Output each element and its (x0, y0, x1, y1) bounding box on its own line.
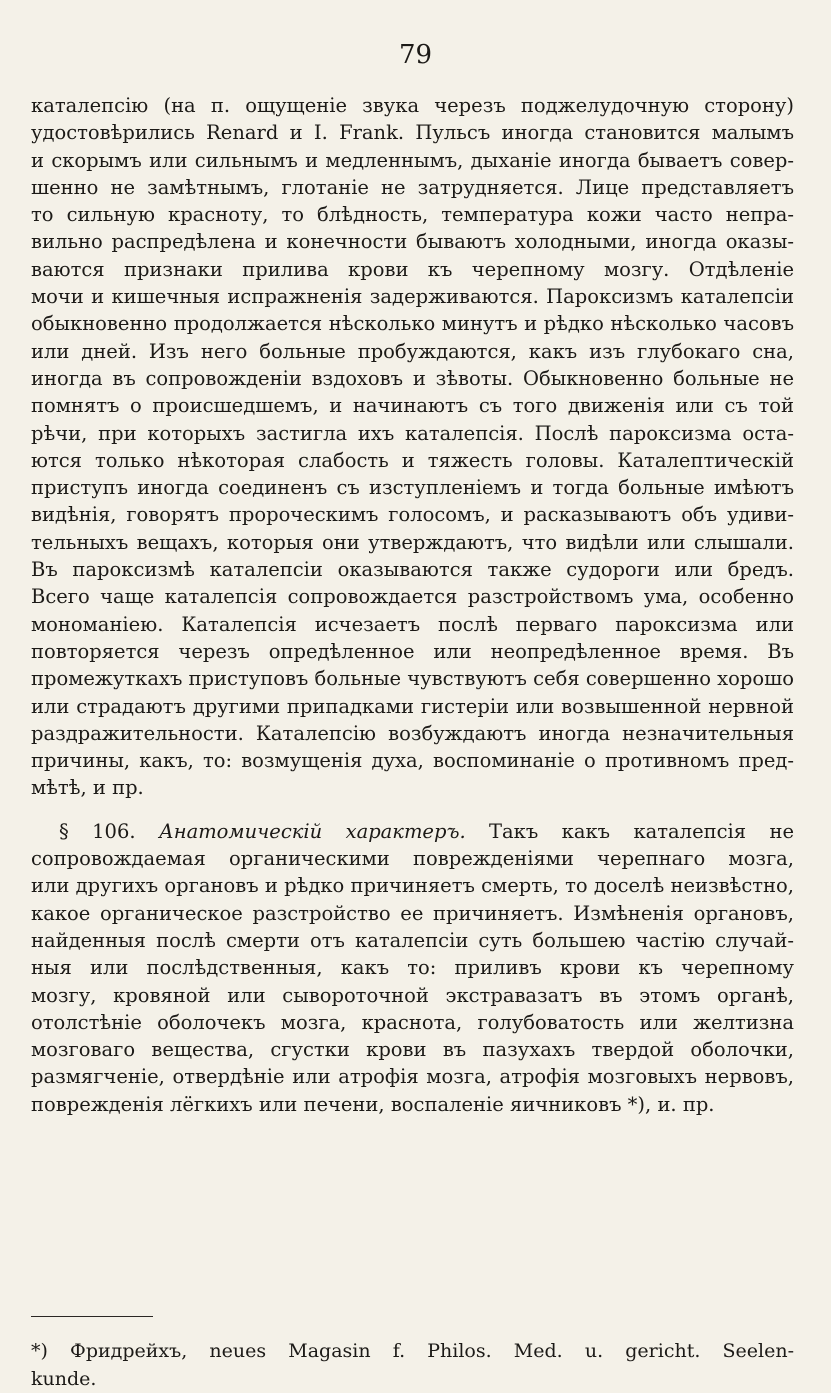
text-line: приступъ иногда соединенъ съ изступленіемъ и тогда больные имѣютъ (31, 476, 794, 500)
footnote-divider (31, 1316, 153, 1317)
text-line: мѣтѣ, и пр. (31, 776, 144, 800)
section-title: Анатомическій характеръ. (158, 819, 466, 843)
text-line: вильно распредѣлена и конечности бываютъ холодными, иногда оказы- (31, 230, 794, 254)
text-line: ныя или послѣдственныя, какъ то: приливъ крови къ черепному (31, 956, 794, 980)
text-line: рѣчи, при которыхъ застигла ихъ каталепсія. Послѣ пароксизма оста- (31, 421, 794, 445)
text-line: отолстѣніе оболочекъ мозга, краснота, голубоватость или желтизна (31, 1010, 794, 1034)
text-line: помнятъ о происшедшемъ, и начинаютъ съ того движенія или съ той (31, 394, 794, 418)
footnote-line: kunde. (31, 1368, 97, 1390)
text-line: мочи и кишечныя испражненія задерживаются. Пароксизмъ каталепсіи (31, 285, 794, 309)
text-line: иногда въ сопровожденіи вздоховъ и зѣвоты. Обыкновенно больные не (31, 366, 794, 390)
text-line: тельныхъ вещахъ, которыя они утверждаютъ, что видѣли или слышали. (31, 530, 794, 554)
body-text (31, 92, 794, 1118)
text-line: Въ пароксизмѣ каталепсіи оказываются также судороги или бредъ. (31, 558, 794, 582)
text-line: мозговаго вещества, сгустки крови въ пазухахъ твердой оболочки, (31, 1038, 794, 1062)
section-first-line-text: Такъ какъ каталепсія не (489, 819, 794, 843)
text-line: причины, какъ, то: возмущенія духа, воспоминаніе о противномъ пред- (31, 749, 794, 773)
text-line: мономаніею. Каталепсія исчезаетъ послѣ перваго пароксизма или (31, 612, 794, 636)
text-line: поврежденія лёгкихъ или печени, воспаленіе яичниковъ *), и. пр. (31, 1092, 715, 1116)
page-number: 79 (398, 40, 433, 70)
text-line: найденныя послѣ смерти отъ каталепсіи суть большею частію случай- (31, 928, 794, 952)
text-line: промежуткахъ приступовъ больные чувствуютъ себя совершенно хорошо (31, 667, 794, 691)
section-heading-line (31, 818, 794, 845)
paragraph-anatomical-character (31, 818, 794, 1118)
text-line: и скорымъ или сильнымъ и медленнымъ, дыханіе иногда бываетъ совер- (31, 148, 794, 172)
footnote-line: *) Фридрейхъ, neues Magasin f. Philos. Med. u. gericht. Seelen- (31, 1340, 794, 1362)
text-line: или дней. Изъ него больные пробуждаются, какъ изъ глубокаго сна, (31, 339, 794, 363)
text-line: обыкновенно продолжается нѣсколько минутъ и рѣдко нѣсколько часовъ (31, 312, 794, 336)
text-line: сопровождаемая органическими поврежденіями черепнаго мозга, (31, 847, 794, 871)
text-line: какое органическое разстройство ее причиняетъ. Измѣненія органовъ, (31, 901, 794, 925)
paragraph-catalepsy-symptoms (31, 92, 794, 802)
text-line: размягченіе, отвердѣніе или атрофія мозга, атрофія мозговыхъ нервовъ, (31, 1065, 794, 1089)
section-number: § 106. (59, 819, 136, 843)
text-line: ваются признаки прилива крови къ черепному мозгу. Отдѣленіе (31, 257, 794, 281)
text-line: удостовѣрились Renard и I. Frank. Пульсъ иногда становится малымъ (31, 121, 794, 145)
text-line: повторяется черезъ опредѣленное или неопредѣленное время. Въ (31, 639, 794, 663)
text-line: раздражительности. Каталепсію возбуждаютъ иногда незначительныя (31, 721, 794, 745)
text-line: видѣнія, говорятъ пророческимъ голосомъ, и расказываютъ объ удиви- (31, 503, 794, 527)
text-line: каталепсію (на п. ощущеніе звука черезъ поджелудочную сторону) (31, 94, 794, 117)
text-line: или страдаютъ другими припадками гистеріи или возвышенной нервной (31, 694, 794, 718)
text-line: Всего чаще каталепсія сопровождается разстройствомъ ума, особенно (31, 585, 794, 609)
section-body-lines (31, 845, 794, 1118)
text-line: или другихъ органовъ и рѣдко причиняетъ смерть, то доселѣ неизвѣстно, (31, 874, 794, 898)
text-line: то сильную красноту, то блѣдность, температура кожи часто непра- (31, 203, 794, 227)
text-line: мозгу, кровяной или сывороточной экстравазатъ въ этомъ органѣ, (31, 983, 794, 1007)
text-line: шенно не замѣтнымъ, глотаніе не затрудняется. Лице представляетъ (31, 175, 794, 199)
text-line: ются только нѣкоторая слабость и тяжесть головы. Каталептическій (31, 448, 794, 472)
footnote (31, 1337, 794, 1393)
